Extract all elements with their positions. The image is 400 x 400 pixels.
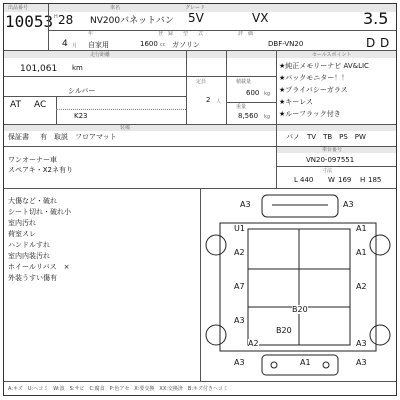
lot-number: 10053 — [5, 12, 54, 31]
displacement: 1600 — [140, 40, 158, 48]
capacity-unit: 人 — [216, 99, 222, 105]
car-damage-diagram — [200, 189, 396, 381]
features-header: セールスポイント — [312, 52, 352, 58]
load: 600 — [246, 89, 260, 97]
warranty-label: 保証書 — [8, 133, 29, 141]
divider — [56, 96, 57, 124]
length: 440 — [300, 176, 314, 184]
color-label: シルバー — [68, 87, 96, 95]
car-name-label: 車名 — [110, 5, 121, 11]
specs-label-bar — [4, 51, 276, 58]
grade: 5V — [188, 11, 204, 25]
feature-item: ★ルーフラック付き — [279, 110, 341, 118]
damage-mark: B20 — [276, 326, 292, 335]
year: 28 — [58, 13, 74, 27]
month: 4 — [62, 39, 68, 49]
divider — [4, 76, 276, 77]
inspection-item: シート切れ・破れ小 — [8, 208, 71, 216]
inspection-item: 荷室スレ — [8, 230, 36, 238]
divider — [276, 166, 396, 167]
divider — [226, 51, 227, 124]
month-unit: 月 — [72, 43, 78, 49]
feature-item: ★純正メモリーナビ AV&LIC — [279, 62, 369, 70]
damage-mark: A2 — [248, 339, 259, 348]
feature-item: ★プライバシーガラス — [279, 86, 348, 94]
weight: 8,560 — [238, 112, 259, 120]
damage-mark: B20 — [292, 305, 308, 314]
inspection-item: 大傷など・破れ — [8, 197, 57, 205]
inspection-item: ホイールリバス × — [8, 263, 70, 271]
height: 185 — [368, 176, 382, 184]
divider — [276, 124, 277, 146]
weight-label: 重量 — [236, 104, 247, 110]
model-spec: VX — [252, 11, 269, 25]
inspection-item: ハンドルすれ — [8, 241, 50, 249]
air-conditioner: AC — [34, 100, 47, 110]
grade-label: グレード — [185, 5, 206, 11]
score: 3.5 — [363, 9, 389, 28]
damage-mark: A1 — [300, 358, 311, 367]
damage-legend: A:キズ U:ヘコミ W:波 S:サビ C:腐食 P:色アセ X:要交換 XX:交換済 B:キズ付きヘコミ — [8, 386, 228, 392]
car-name: NV200バネットバン — [90, 16, 174, 26]
shift: AT — [10, 100, 21, 110]
load-unit: kg — [264, 91, 271, 97]
divider — [56, 109, 186, 110]
damage-mark: A3 — [356, 339, 367, 348]
equipment-header-bar — [4, 125, 396, 131]
feature-item: ★キーレス — [279, 98, 313, 106]
damage-mark: A2 — [356, 282, 367, 291]
damage-mark: A2 — [234, 248, 245, 257]
width-label: W — [328, 176, 335, 184]
load-label: 積載量 — [236, 79, 252, 85]
usage: 自家用 — [88, 41, 109, 49]
exterior-grade: D — [380, 36, 390, 50]
fuel: ガソリン — [172, 41, 200, 49]
model-code: DBF-VN20 — [268, 40, 304, 48]
divider — [186, 51, 187, 124]
damage-mark: A3 — [234, 316, 245, 325]
inspection-item: 外装うすい傷有 — [8, 274, 57, 282]
divider — [48, 4, 49, 50]
damage-mark: A3 — [343, 200, 354, 209]
damage-mark: A1 — [356, 248, 367, 257]
capacity: 2 — [206, 96, 211, 104]
capacity-label: 定員 — [196, 79, 207, 85]
damage-mark: A7 — [234, 282, 245, 291]
damage-mark: A3 — [356, 358, 367, 367]
displacement-unit: cc — [160, 42, 166, 48]
mileage: 101,061 — [20, 64, 58, 74]
length-label: L — [294, 176, 298, 184]
divider — [276, 51, 277, 124]
warranty-values: 有 取説 フロアマット — [40, 133, 117, 141]
mileage-unit: km — [72, 64, 83, 72]
divider — [4, 381, 396, 382]
equipment-header: 装備 — [120, 125, 131, 131]
damage-mark: A3 — [240, 200, 251, 209]
divider — [226, 102, 276, 103]
inspection-item: 室内内装汚れ — [8, 252, 50, 260]
divider — [4, 96, 186, 97]
damage-mark: U1 — [234, 224, 245, 233]
note-line: スペアキ・X2ネ有り — [8, 166, 73, 174]
lot-label: 出品番号 — [8, 5, 29, 11]
weight-unit: kg — [264, 114, 271, 120]
height-label: H — [360, 176, 366, 184]
year-era: H — [54, 14, 58, 20]
mileage-section-label: 走行距離 — [90, 52, 111, 58]
color-code: K23 — [74, 112, 88, 120]
chassis-number: VN20-097551 — [306, 156, 355, 164]
chassis-header: 車台番号 — [322, 147, 343, 153]
dims-label: 寸法 — [322, 168, 333, 174]
damage-mark: A3 — [234, 358, 245, 367]
damage-mark: A1 — [356, 224, 367, 233]
feature-item: ★バックモニター！！ — [279, 74, 349, 82]
interior-grade: D — [366, 36, 376, 50]
inspection-item: 室内汚れ — [8, 219, 36, 227]
sub-labels: 年 登 録 型 式 評 価 — [88, 31, 254, 37]
width: 169 — [338, 176, 352, 184]
equipment-values: パノ TV TB PS PW — [286, 133, 366, 141]
note-line: ワンオーナー車 — [8, 156, 57, 164]
